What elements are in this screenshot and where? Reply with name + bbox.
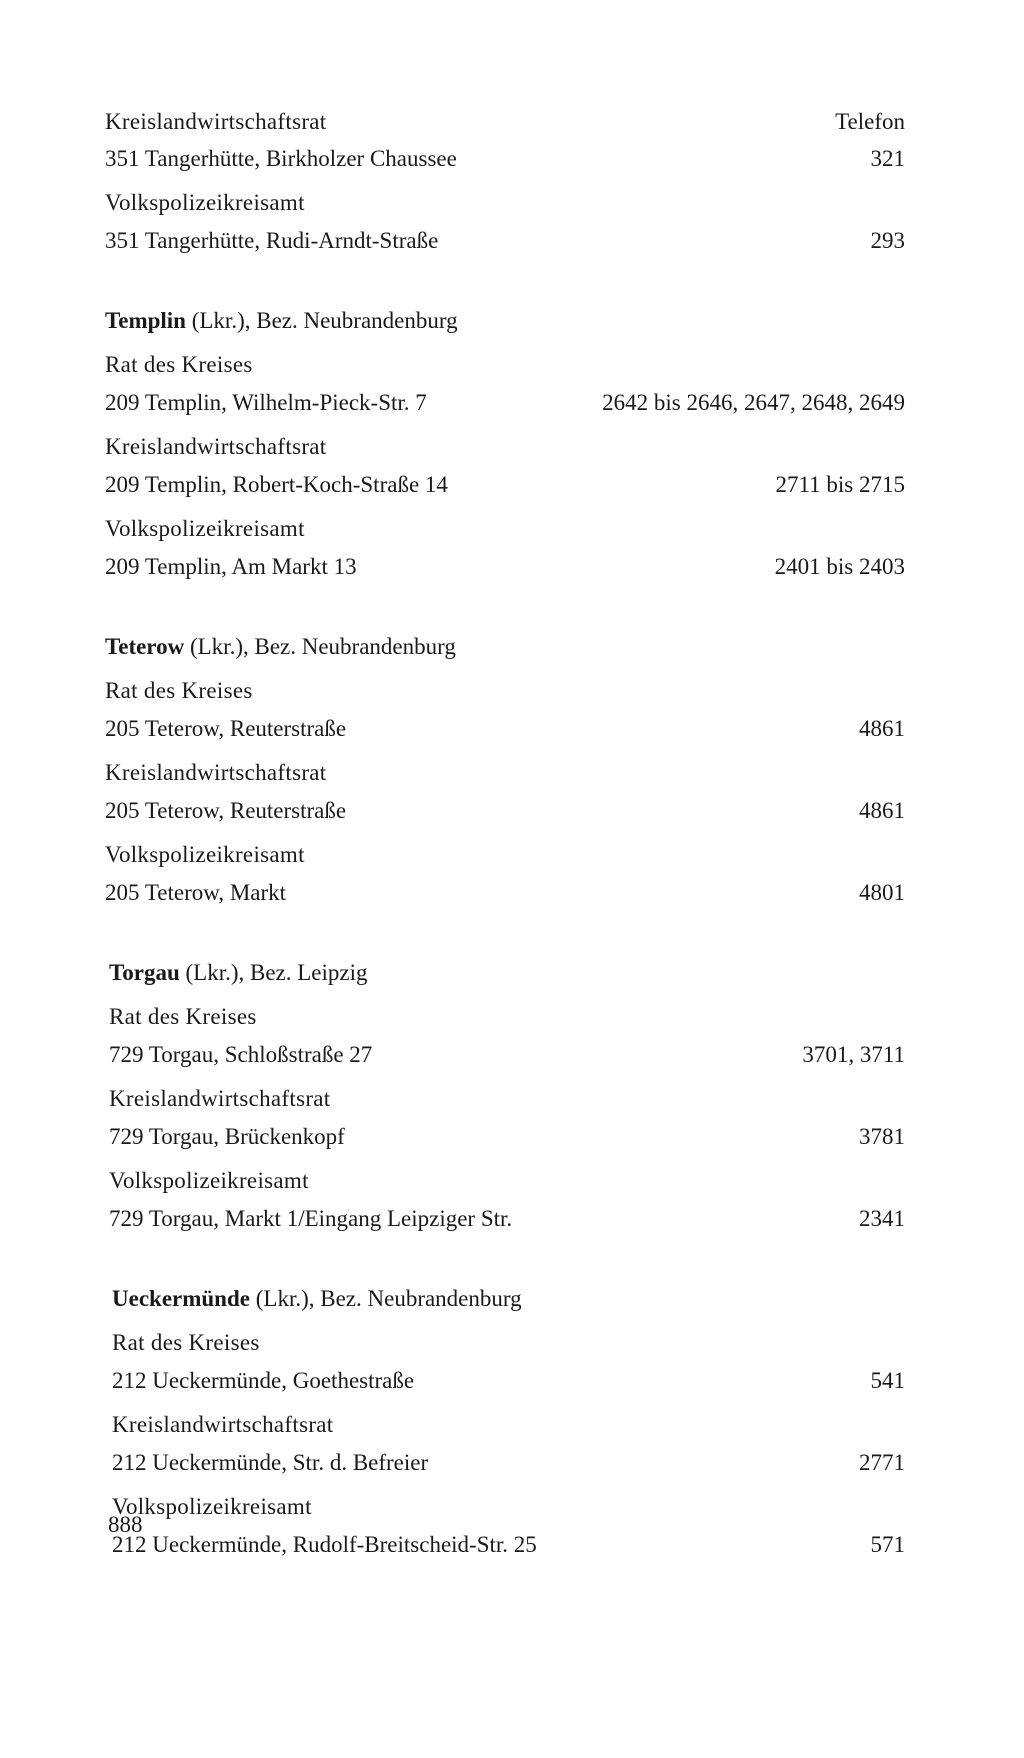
district-name: Torgau — [109, 960, 180, 985]
district-suffix: (Lkr.), Bez. Leipzig — [179, 960, 368, 985]
office-name: Kreislandwirtschaftsrat — [105, 434, 327, 459]
office-address: 205 Teterow, Reuterstraße — [105, 716, 347, 741]
office-name: Rat des Kreises — [112, 1330, 260, 1355]
section-heading — [105, 628, 905, 666]
phone-number: 4801 — [859, 880, 905, 905]
office-name: Kreislandwirtschaftsrat — [112, 1412, 334, 1437]
listing-entry — [105, 184, 905, 260]
office-name: Kreislandwirtschaftsrat — [105, 760, 327, 785]
listing-entry — [105, 672, 905, 748]
office-name: Kreislandwirtschaftsrat — [105, 109, 327, 134]
section-heading — [109, 954, 905, 992]
office-name: Volkspolizeikreisamt — [112, 1494, 312, 1519]
office-address: 209 Templin, Robert-Koch-Straße 14 — [105, 472, 448, 497]
phone-number: 2341 — [859, 1206, 905, 1231]
office-name: Volkspolizeikreisamt — [105, 842, 305, 867]
listing-entry — [109, 1080, 905, 1156]
section-heading — [112, 1280, 905, 1318]
office-name: Rat des Kreises — [105, 678, 253, 703]
phone-number: 2711 bis 2715 — [775, 472, 905, 497]
telefon-header: Telefon — [835, 109, 905, 134]
phone-number: 4861 — [859, 716, 905, 741]
office-name: Rat des Kreises — [105, 352, 253, 377]
office-name: Kreislandwirtschaftsrat — [109, 1086, 331, 1111]
phone-number: 3781 — [859, 1124, 905, 1149]
section-templin — [105, 346, 905, 586]
phone-number: 2401 bis 2403 — [774, 554, 905, 579]
section-torgau — [109, 998, 905, 1238]
listing-entry — [109, 1162, 905, 1238]
section-teterow — [105, 672, 905, 912]
office-address: 212 Ueckermünde, Str. d. Befreier — [112, 1450, 429, 1475]
district-name: Templin — [105, 308, 186, 333]
office-address: 729 Torgau, Schloßstraße 27 — [109, 1042, 373, 1067]
phone-number: 3701, 3711 — [802, 1042, 905, 1067]
phone-number: 541 — [870, 1368, 905, 1393]
listing-entry — [105, 104, 905, 178]
office-address: 729 Torgau, Brückenkopf — [109, 1124, 345, 1149]
page-number: 888 — [108, 1512, 143, 1537]
phone-number: 293 — [870, 228, 905, 253]
office-address: 209 Templin, Wilhelm-Pieck-Str. 7 — [105, 390, 427, 415]
office-address: 351 Tangerhütte, Rudi-Arndt-Straße — [105, 228, 439, 253]
district-name: Teterow — [105, 634, 185, 659]
listing-entry — [105, 754, 905, 830]
listing-entry — [109, 998, 905, 1074]
office-name: Volkspolizeikreisamt — [109, 1168, 309, 1193]
listing-entry — [105, 510, 905, 586]
district-suffix: (Lkr.), Bez. Neubrandenburg — [185, 308, 458, 333]
phone-number: 2642 bis 2646, 2647, 2648, 2649 — [602, 390, 905, 415]
listing-entry — [112, 1488, 905, 1564]
section-ueckermuende — [112, 1324, 905, 1564]
phone-number: 2771 — [859, 1450, 905, 1475]
office-address: 212 Ueckermünde, Rudolf-Breitscheid-Str. 25 — [112, 1532, 537, 1557]
listing-entry — [112, 1324, 905, 1400]
office-name: Volkspolizeikreisamt — [105, 516, 305, 541]
office-address: 729 Torgau, Markt 1/Eingang Leipziger Str. — [109, 1206, 513, 1231]
directory-listing — [105, 104, 905, 1564]
listing-entry — [112, 1406, 905, 1482]
phone-number: 4861 — [859, 798, 905, 823]
listing-entry — [105, 428, 905, 504]
office-address: 212 Ueckermünde, Goethestraße — [112, 1368, 415, 1393]
office-address: 205 Teterow, Reuterstraße — [105, 798, 347, 823]
phone-number: 321 — [870, 146, 905, 171]
district-suffix: (Lkr.), Bez. Neubrandenburg — [184, 634, 456, 659]
listing-entry — [105, 836, 905, 912]
district-name: Ueckermünde — [112, 1286, 250, 1311]
office-address: 209 Templin, Am Markt 13 — [105, 554, 357, 579]
office-address: 351 Tangerhütte, Birkholzer Chaussee — [105, 146, 457, 171]
district-suffix: (Lkr.), Bez. Neubrandenburg — [249, 1286, 522, 1311]
section-heading — [105, 302, 905, 340]
office-name: Rat des Kreises — [109, 1004, 257, 1029]
listing-entry — [105, 346, 905, 422]
office-name: Volkspolizeikreisamt — [105, 190, 305, 215]
office-address: 205 Teterow, Markt — [105, 880, 287, 905]
phone-number: 571 — [870, 1532, 905, 1557]
